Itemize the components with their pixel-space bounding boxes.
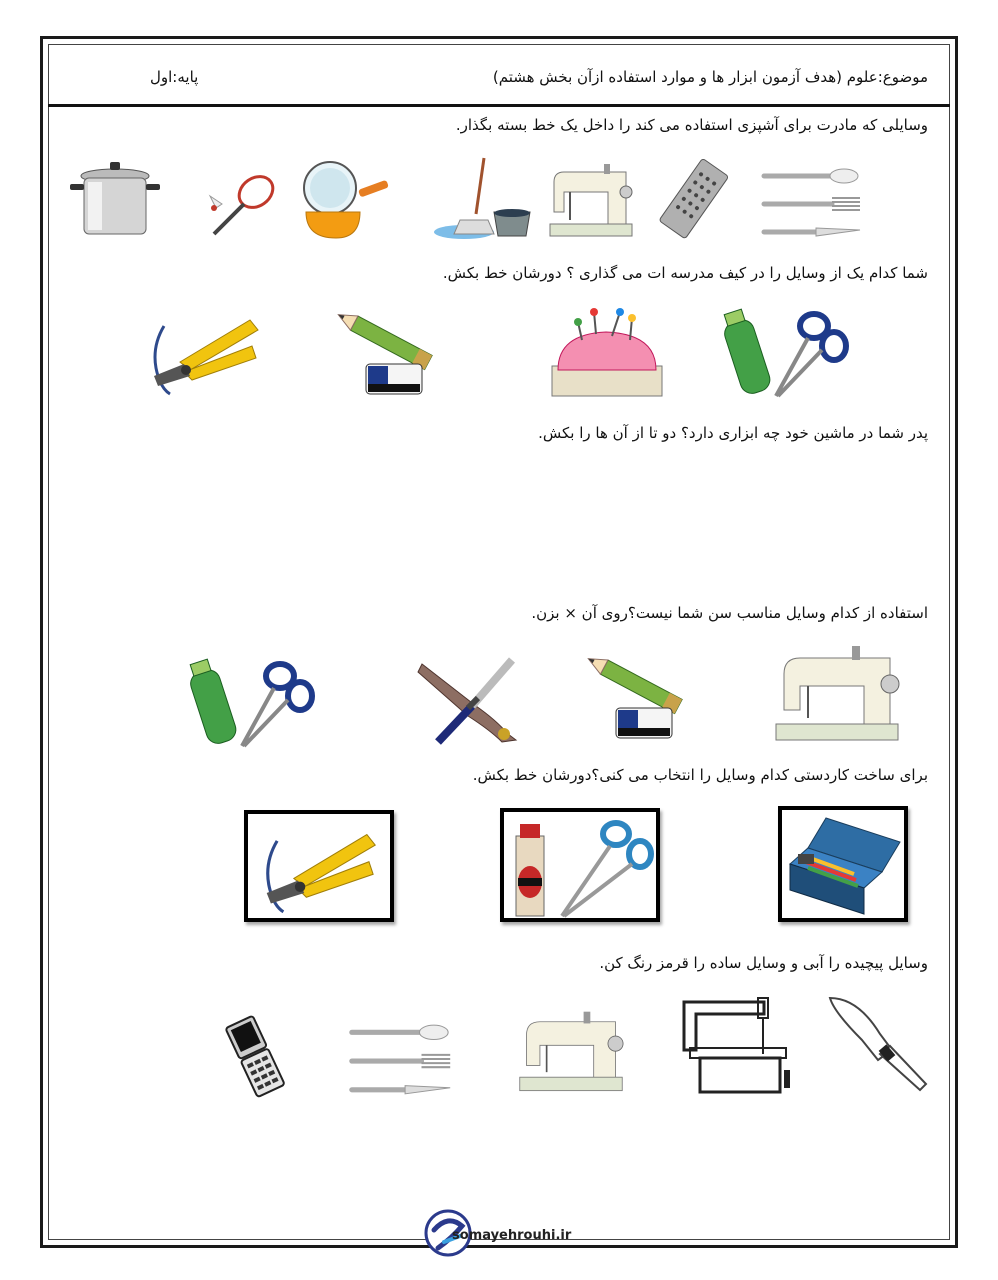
question-6: وسایل پیچیده را آبی و وسایل ساده را قرمز رنگ کن. (599, 954, 928, 972)
craft-option-pencil-case[interactable] (778, 806, 908, 922)
scroll-saw-icon (680, 994, 792, 1096)
cutlery-icon (346, 1018, 456, 1100)
craft-option-glue-scissors[interactable] (500, 808, 660, 922)
craft-option-pliers[interactable] (244, 810, 394, 922)
footer-site[interactable]: somayehrouhi.ir (452, 1228, 572, 1243)
question-2: شما کدام یک از وسایل را در کیف مدرسه ات می گذاری ؟ دورشان خط بکش. (442, 264, 928, 282)
pencil-eraser-icon (330, 310, 444, 402)
cutlery-icon (760, 162, 864, 242)
question-4: استفاده از کدام وسایل مناسب سن شما نیست؟روی آن × بزن. (531, 604, 928, 622)
drawing-area[interactable] (60, 452, 930, 592)
mop-bucket-icon (434, 156, 534, 240)
glue-scissors-icon (716, 306, 848, 400)
scissors-icon (552, 816, 656, 920)
header-divider (48, 104, 950, 107)
pin-cushion-icon (548, 304, 666, 400)
knife-gun-icon (416, 654, 524, 746)
subject-heading: موضوع:علوم (هدف آزمون ابزار ها و موارد استفاده ازآن بخش هشتم) (492, 68, 928, 86)
pencil-case-icon (786, 814, 904, 918)
question-5: برای ساخت کاردستی کدام وسایل را انتخاب می کنی؟دورشان خط بکش. (472, 766, 928, 784)
glue-scissors-icon (182, 656, 314, 750)
kitchen-knife-icon (828, 994, 928, 1094)
glue-stick-icon (512, 822, 548, 918)
pencil-eraser-icon (580, 654, 694, 746)
badminton-racket-icon (200, 172, 280, 242)
pliers-icon (258, 820, 386, 916)
question-1: وسایلی که مادرت برای آشپزی استفاده می کند را داخل یک خط بسته بگذار. (455, 116, 928, 134)
sewing-machine-icon (546, 162, 634, 240)
grater-icon (650, 156, 736, 240)
question-3: پدر شما در ماشین خود چه ابزاری دارد؟ دو تا از آن ها را بکش. (538, 424, 928, 442)
pliers-icon (150, 306, 264, 398)
flip-phone-icon (216, 1016, 296, 1096)
pan-icon (302, 160, 390, 242)
pot-icon (68, 158, 162, 240)
grade-label: پایه:اول (150, 68, 199, 86)
sewing-machine-icon (772, 644, 902, 744)
sewing-machine-icon (506, 1010, 636, 1094)
